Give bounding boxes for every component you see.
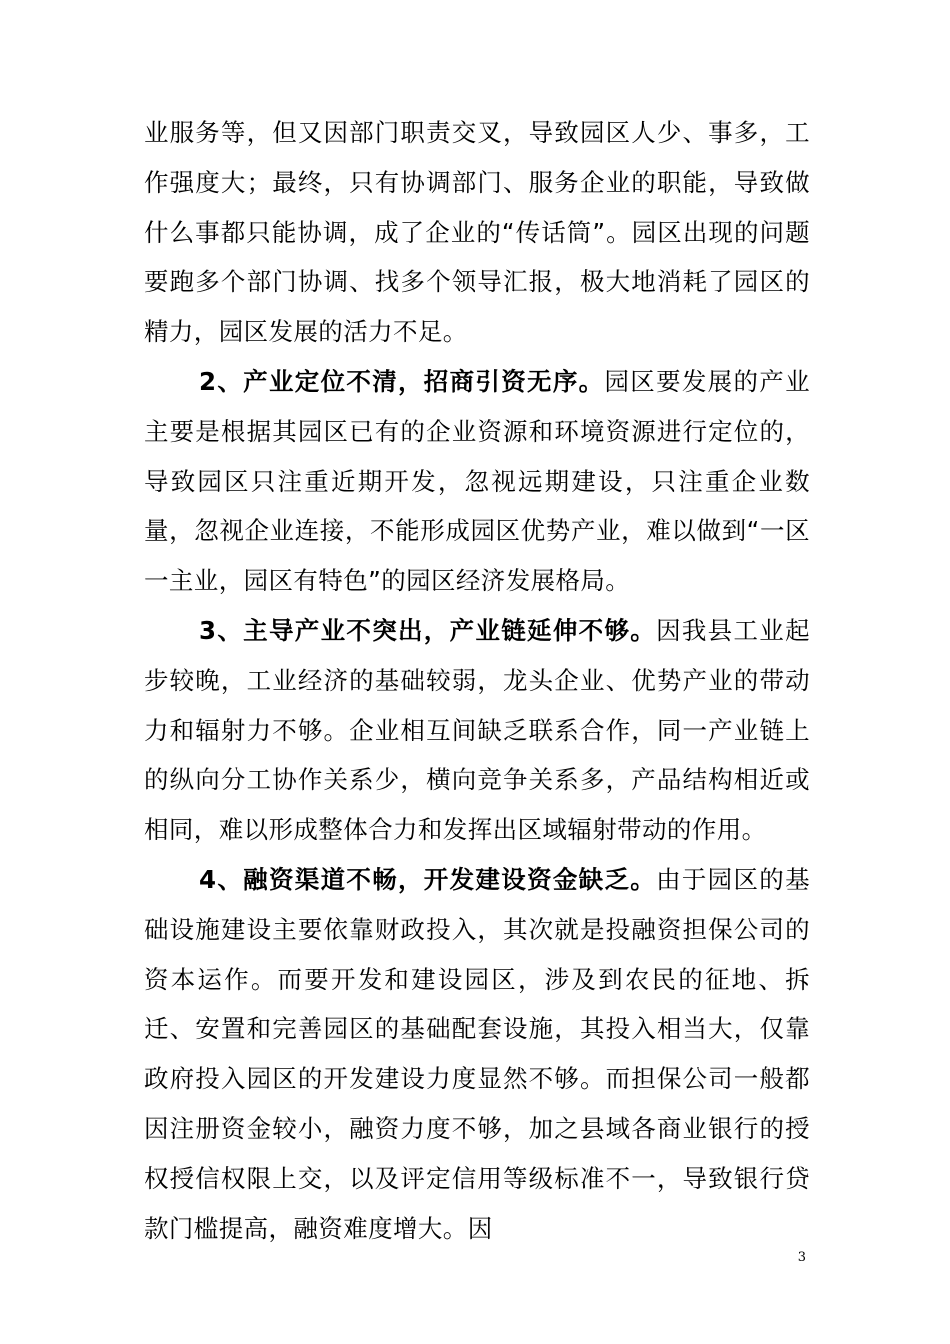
paragraph-3 [144, 606, 810, 855]
paragraph-text: 由于园区的基础设施建设主要依靠财政投入，其次就是投融资担保公司的资本运作。而要开发和建设园区，涉及到农民的征地、拆迁、安置和完善园区的基础配套设施，其投入相当大，仅靠政府投入园区的开发建设力度显然不够。而担保公司一般都因注册资金较小，融资力度不够，加之县域各商业银行的授权授信权限上交，以及评定信用等级标准不一，导致银行贷款门槛提高，融资难度增大。因 [144, 864, 810, 1243]
paragraph-4 [144, 855, 810, 1253]
paragraph-text: 业服务等，但又因部门职责交叉，导致园区人少、事多，工作强度大；最终，只有协调部门、服务企业的职能，导致做什么事都只能协调，成了企业的“传话筒”。园区出现的问题要跑多个部门协调、找多个领导汇报，极大地消耗了园区的精力，园区发展的活力不足。 [144, 118, 810, 347]
paragraph-heading: 4、融资渠道不畅，开发建设资金缺乏。 [199, 864, 657, 894]
paragraph-text: 因我县工业起步较晚，工业经济的基础较弱，龙头企业、优势产业的带动力和辐射力不够。企业相互间缺乏联系合作，同一产业链上的纵向分工协作关系少，横向竞争关系多，产品结构相近或相同，难以形成整体合力和发挥出区域辐射带动的作用。 [144, 615, 810, 845]
paragraph-2 [144, 357, 810, 606]
paragraph-continued [144, 108, 810, 357]
paragraph-heading: 3、主导产业不突出，产业链延伸不够。 [199, 615, 657, 645]
page-number: 3 [797, 1250, 806, 1265]
body-text [144, 108, 810, 1253]
paragraph-text: 园区要发展的产业主要是根据其园区已有的企业资源和环境资源进行定位的，导致园区只注重近期开发，忽视远期建设，只注重企业数量，忽视企业连接，不能形成园区优势产业，难以做到“一区一主业，园区有特色”的园区经济发展格局。 [144, 366, 810, 596]
paragraph-heading: 2、产业定位不清，招商引资无序。 [199, 366, 605, 396]
